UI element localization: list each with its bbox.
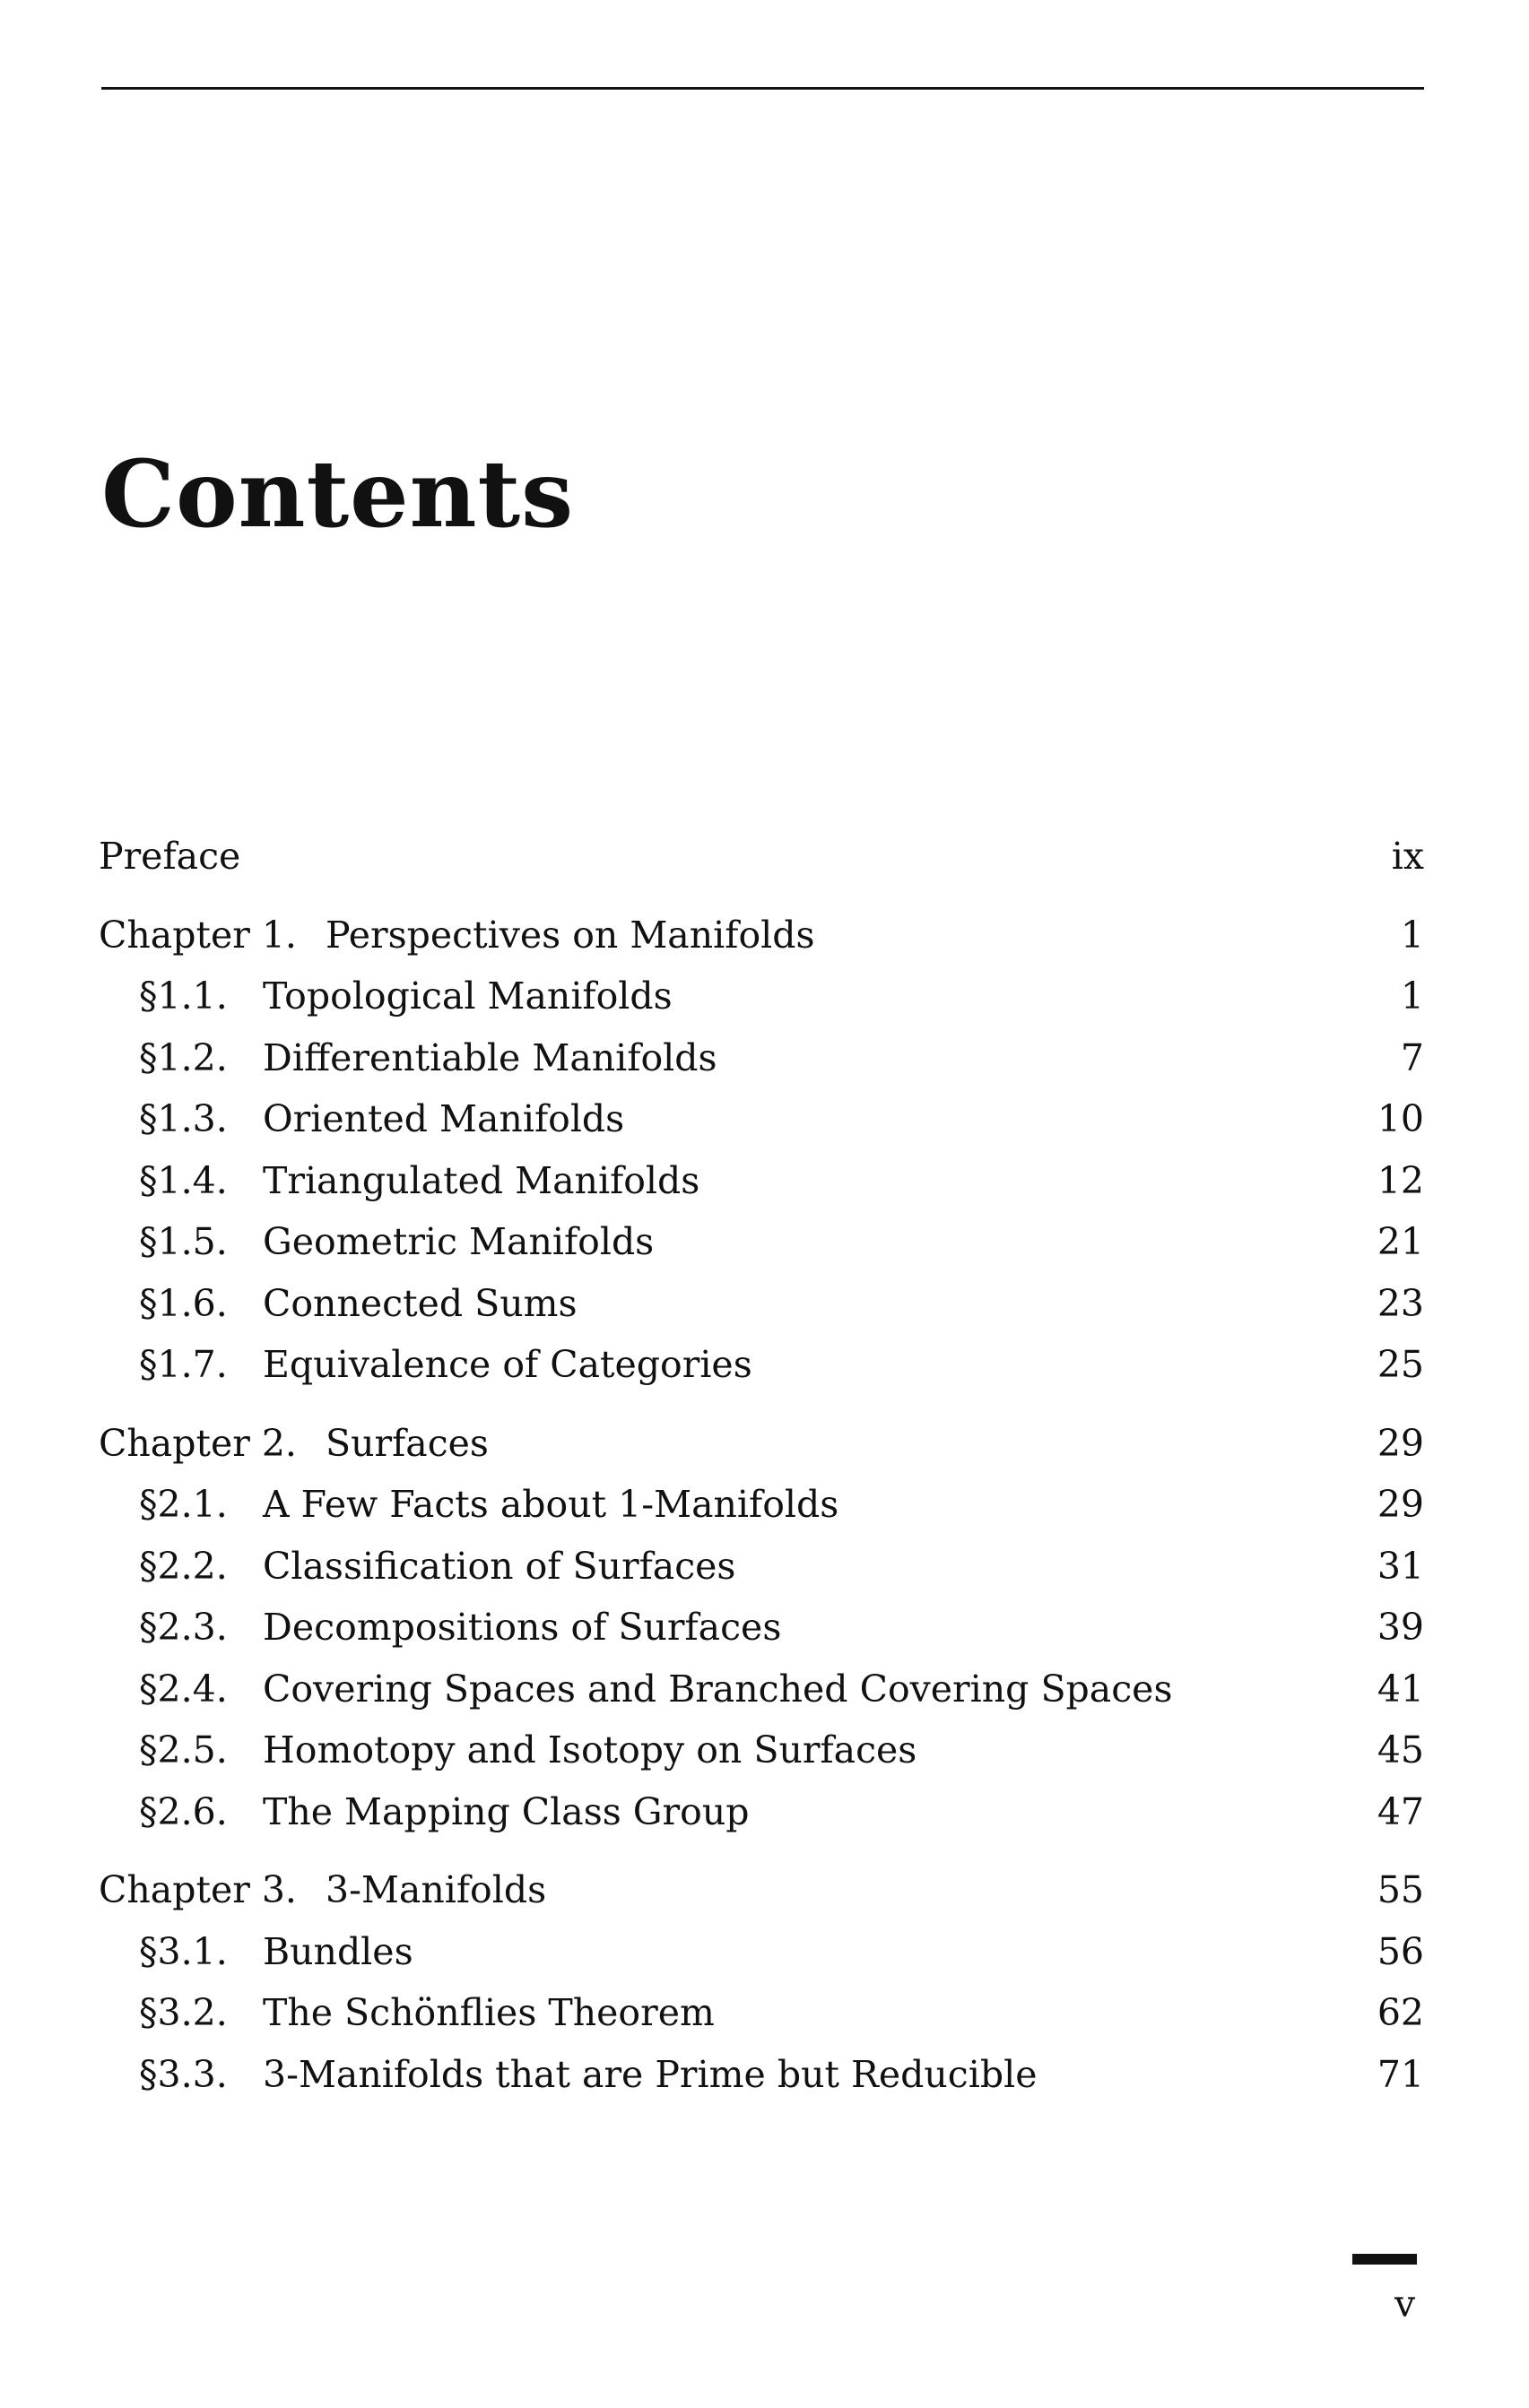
thumb-tab-mark	[1352, 2254, 1417, 2265]
section-page: 62	[1377, 1991, 1424, 2034]
section-page: 56	[1377, 1929, 1424, 1973]
chapter-page: 1	[1400, 913, 1424, 957]
section-title: Bundles	[263, 1929, 413, 1973]
section-title: Oriented Manifolds	[263, 1097, 625, 1140]
toc-section[interactable]	[99, 1035, 1424, 1102]
toc-section[interactable]	[99, 1991, 1424, 2057]
chapter-label: Chapter 3.	[99, 1868, 297, 1911]
toc-section[interactable]	[99, 1789, 1424, 1856]
section-page: 10	[1377, 1097, 1424, 1140]
section-label: §1.7.	[139, 1343, 228, 1386]
toc-section[interactable]	[99, 1343, 1424, 1408]
section-label: §3.2.	[139, 1991, 228, 2034]
chapter-label: Chapter 2.	[99, 1421, 297, 1465]
toc-section[interactable]	[99, 1281, 1424, 1347]
section-title: Triangulated Manifolds	[263, 1158, 700, 1202]
top-rule	[101, 87, 1424, 90]
section-page: 47	[1377, 1789, 1424, 1833]
chapter-label: Chapter 1.	[99, 913, 297, 957]
section-label: §2.2.	[139, 1544, 228, 1588]
section-title: Geometric Manifolds	[263, 1220, 655, 1263]
section-page: 21	[1377, 1220, 1424, 1263]
chapter-page: 55	[1377, 1868, 1424, 1911]
section-page: 45	[1377, 1728, 1424, 1771]
section-title: A Few Facts about 1-Manifolds	[263, 1483, 839, 1526]
toc-section[interactable]	[99, 1667, 1424, 1733]
section-page: 39	[1377, 1606, 1424, 1649]
chapter-title: Perspectives on Manifolds	[326, 913, 815, 957]
page-title: Contents	[101, 440, 575, 549]
section-label: §3.3.	[139, 2052, 228, 2096]
section-label: §2.6.	[139, 1789, 228, 1833]
section-label: §1.5.	[139, 1220, 228, 1263]
section-title: Connected Sums	[263, 1281, 578, 1325]
toc-section[interactable]	[99, 1483, 1424, 1548]
section-title: Decompositions of Surfaces	[263, 1606, 782, 1649]
section-title: Differentiable Manifolds	[263, 1035, 717, 1079]
section-page: 12	[1377, 1158, 1424, 1202]
chapter-title: 3-Manifolds	[326, 1868, 547, 1911]
toc-section[interactable]	[99, 2052, 1424, 2118]
section-page: 1	[1400, 974, 1424, 1018]
toc-section[interactable]	[99, 1158, 1424, 1225]
section-title: The Schönflies Theorem	[263, 1991, 715, 2034]
section-page: 7	[1400, 1035, 1424, 1079]
section-label: §1.4.	[139, 1158, 228, 1202]
toc-section[interactable]	[99, 1220, 1424, 1286]
toc-section[interactable]	[99, 1544, 1424, 1610]
section-page: 29	[1377, 1483, 1424, 1526]
toc-section[interactable]	[99, 1097, 1424, 1163]
section-label: §3.1.	[139, 1929, 228, 1973]
toc-section[interactable]	[99, 1606, 1424, 1671]
section-page: 31	[1377, 1544, 1424, 1588]
toc-entry-page: ix	[1391, 835, 1424, 878]
section-label: §1.2.	[139, 1035, 228, 1079]
section-title: The Mapping Class Group	[263, 1789, 750, 1833]
chapter-page: 29	[1377, 1421, 1424, 1465]
toc-entry-preface[interactable]	[99, 835, 1424, 900]
toc-chapter-3[interactable]	[99, 1868, 1424, 1934]
section-label: §1.1.	[139, 974, 228, 1018]
section-title: Topological Manifolds	[263, 974, 673, 1018]
toc-chapter-1[interactable]	[99, 913, 1424, 979]
page-number: v	[1394, 2282, 1416, 2326]
toc-section[interactable]	[99, 1728, 1424, 1794]
section-label: §1.3.	[139, 1097, 228, 1140]
section-title: Classification of Surfaces	[263, 1544, 736, 1588]
section-label: §2.3.	[139, 1606, 228, 1649]
toc-section[interactable]	[99, 1929, 1424, 1996]
toc-section[interactable]	[99, 974, 1424, 1040]
section-label: §2.1.	[139, 1483, 228, 1526]
section-label: §1.6.	[139, 1281, 228, 1325]
section-label: §2.4.	[139, 1667, 228, 1711]
section-page: 25	[1377, 1343, 1424, 1386]
section-title: 3-Manifolds that are Prime but Reducible	[263, 2052, 1038, 2096]
section-page: 71	[1377, 2052, 1424, 2096]
section-page: 41	[1377, 1667, 1424, 1711]
toc-chapter-2[interactable]	[99, 1421, 1424, 1487]
table-of-contents	[99, 835, 1424, 2118]
chapter-title: Surfaces	[326, 1421, 489, 1465]
section-page: 23	[1377, 1281, 1424, 1325]
section-title: Equivalence of Categories	[263, 1343, 752, 1386]
section-title: Covering Spaces and Branched Covering Spaces	[263, 1667, 1173, 1711]
section-label: §2.5.	[139, 1728, 228, 1771]
section-title: Homotopy and Isotopy on Surfaces	[263, 1728, 917, 1771]
toc-entry-title: Preface	[99, 835, 241, 878]
